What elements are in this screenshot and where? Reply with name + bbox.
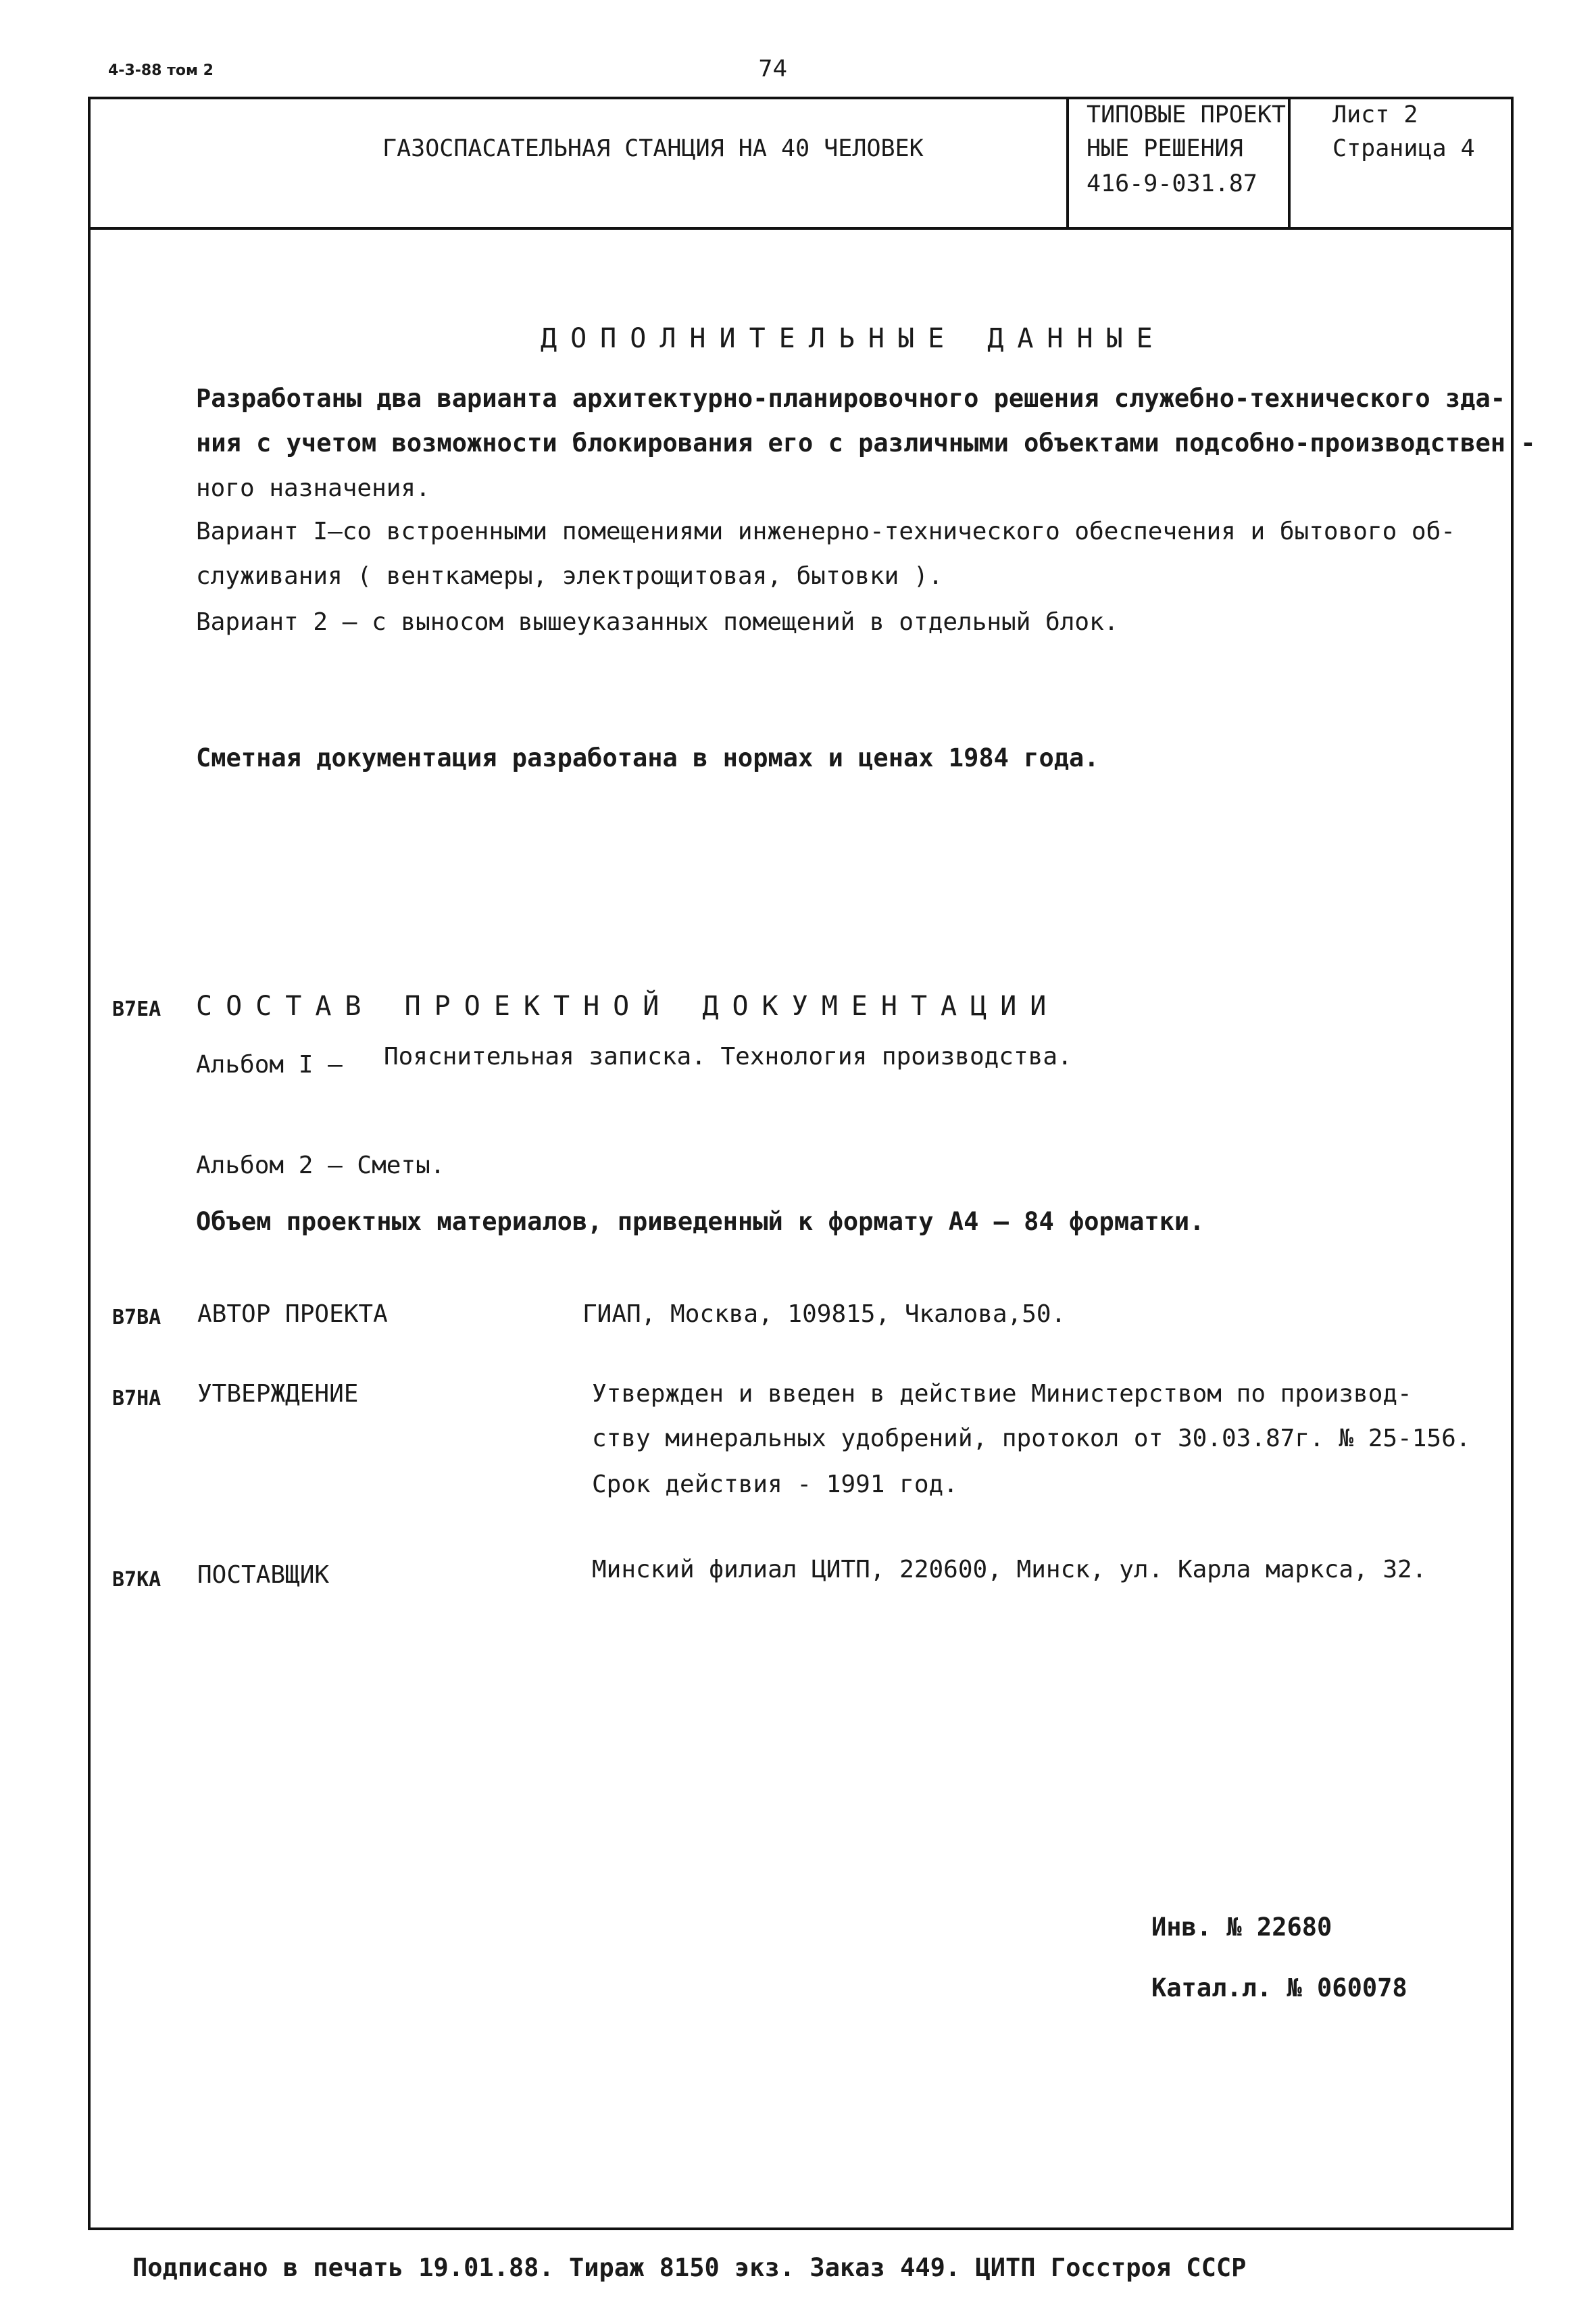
header-sheet: Лист 2 bbox=[1332, 101, 1418, 128]
approval-label: УТВЕРЖДЕНИЕ bbox=[197, 1380, 359, 1408]
header-page: Страница 4 bbox=[1332, 135, 1475, 162]
volume-line: Объем проектных материалов, приведенный к формату А4 – 84 форматки. bbox=[196, 1207, 1205, 1236]
print-footer: Подписано в печать 19.01.88. Тираж 8150 экз. Заказ 449. ЦИТП Госстроя СССР bbox=[132, 2253, 1247, 2282]
supplier-value: Минский филиал ЦИТП, 220600, Минск, ул. Карла маркса, 32. bbox=[592, 1556, 1427, 1583]
approval-line-3: Срок действия - 1991 год. bbox=[592, 1471, 958, 1498]
additional-line-2: ния с учетом возможности блокирования его с различными объектами подсобно-производствен - bbox=[196, 428, 1536, 458]
composition-heading: СОСТАВ ПРОЕКТНОЙ ДОКУМЕНТАЦИИ bbox=[196, 991, 1060, 1022]
header-col-divider-2 bbox=[1288, 97, 1291, 228]
author-value: ГИАП, Москва, 109815, Чкалова,50. bbox=[582, 1300, 1066, 1328]
album2-line: Альбом 2 — Сметы. bbox=[196, 1152, 445, 1179]
author-label: АВТОР ПРОЕКТА bbox=[197, 1300, 388, 1328]
additional-line-6: Вариант 2 – с выносом вышеуказанных помещений в отдельный блок. bbox=[196, 608, 1119, 636]
album1-text: Пояснительная записка. Технология производства. bbox=[384, 1043, 1072, 1070]
approval-line-1: Утвержден и введен в действие Министерством по производ- bbox=[592, 1380, 1412, 1408]
header-divider bbox=[88, 227, 1514, 230]
supplier-code: В7КА bbox=[112, 1568, 161, 1592]
catalog-number: Катал.л. № 060078 bbox=[1151, 1973, 1407, 2002]
inventory-number: Инв. № 22680 bbox=[1151, 1913, 1332, 1942]
additional-heading: ДОПОЛНИТЕЛЬНЫЕ ДАННЫЕ bbox=[541, 323, 1166, 354]
estimate-note: Сметная документация разработана в нормах и ценах 1984 года. bbox=[196, 743, 1099, 772]
header-col-divider-1 bbox=[1066, 97, 1069, 228]
approval-code: В7НА bbox=[112, 1387, 161, 1410]
author-code: В7ВА bbox=[112, 1306, 161, 1329]
series-label: 4-3-88 том 2 bbox=[108, 62, 214, 79]
header-project-line2: НЫЕ РЕШЕНИЯ bbox=[1087, 135, 1243, 162]
header-project-line1: ТИПОВЫЕ ПРОЕКТ bbox=[1087, 101, 1287, 128]
approval-line-2: ству минеральных удобрений, протокол от 30.03.87г. № 25-156. bbox=[592, 1425, 1471, 1452]
additional-line-3: ного назначения. bbox=[196, 474, 430, 502]
supplier-label: ПОСТАВЩИК bbox=[197, 1561, 330, 1589]
additional-line-1: Разработаны два варианта архитектурно-планировочного решения служебно-технического зда- bbox=[196, 384, 1506, 413]
header-project-code: 416-9-031.87 bbox=[1087, 170, 1257, 197]
composition-code: В7ЕА bbox=[112, 998, 161, 1021]
additional-line-4: Вариант I—со встроенными помещениями инженерно-технического обеспечения и бытового об- bbox=[196, 518, 1455, 545]
page-number: 74 bbox=[758, 55, 788, 82]
header-title: ГАЗОСПАСАТЕЛЬНАЯ СТАНЦИЯ НА 40 ЧЕЛОВЕК bbox=[382, 135, 924, 162]
additional-line-5: служивания ( венткамеры, электрощитовая, бытовки ). bbox=[196, 562, 943, 590]
album1-label: Альбом I — bbox=[196, 1051, 343, 1079]
